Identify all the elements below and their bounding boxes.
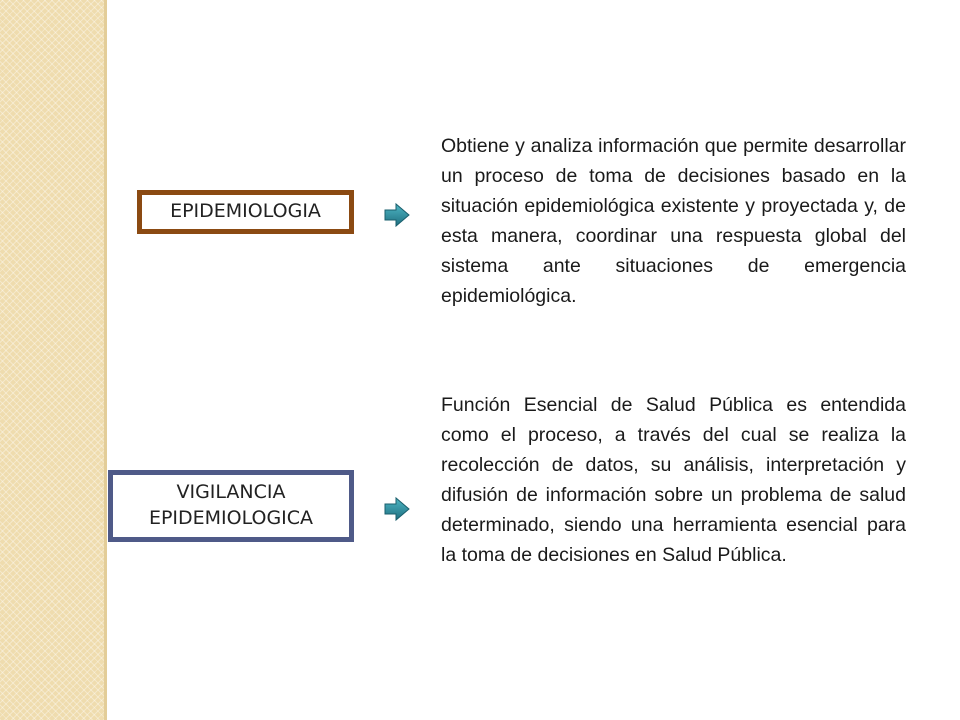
vigilancia-label-line1: VIGILANCIA <box>176 481 286 504</box>
vigilancia-label-line2: EPIDEMIOLOGICA <box>148 507 314 529</box>
arrow-right-icon <box>383 495 411 523</box>
arrow-right-icon <box>383 201 411 229</box>
vigilancia-description: Función Esencial de Salud Pública es entendida como el proceso, a través del cual se realiza la recolección de datos, su análisis, interpretación y difusión de información sobre un problema de salud determinado, siendo una herramienta esencial para la toma de decisiones en Salud Pública. <box>441 394 906 566</box>
epidemiologia-label-box <box>137 190 354 234</box>
epidemiologia-description: Obtiene y analiza información que permite desarrollar un proceso de toma de decisiones basado en la situación epidemiológica existente y proyectada y, de esta manera, coordinar una respuesta global del sistema ante situaciones de emergencia epidemiológica. <box>441 135 906 307</box>
decorative-side-strip <box>0 0 104 720</box>
side-strip-edge <box>104 0 107 720</box>
epidemiologia-label: EPIDEMIOLOGIA <box>170 200 321 223</box>
vigilancia-label-box <box>108 470 354 542</box>
